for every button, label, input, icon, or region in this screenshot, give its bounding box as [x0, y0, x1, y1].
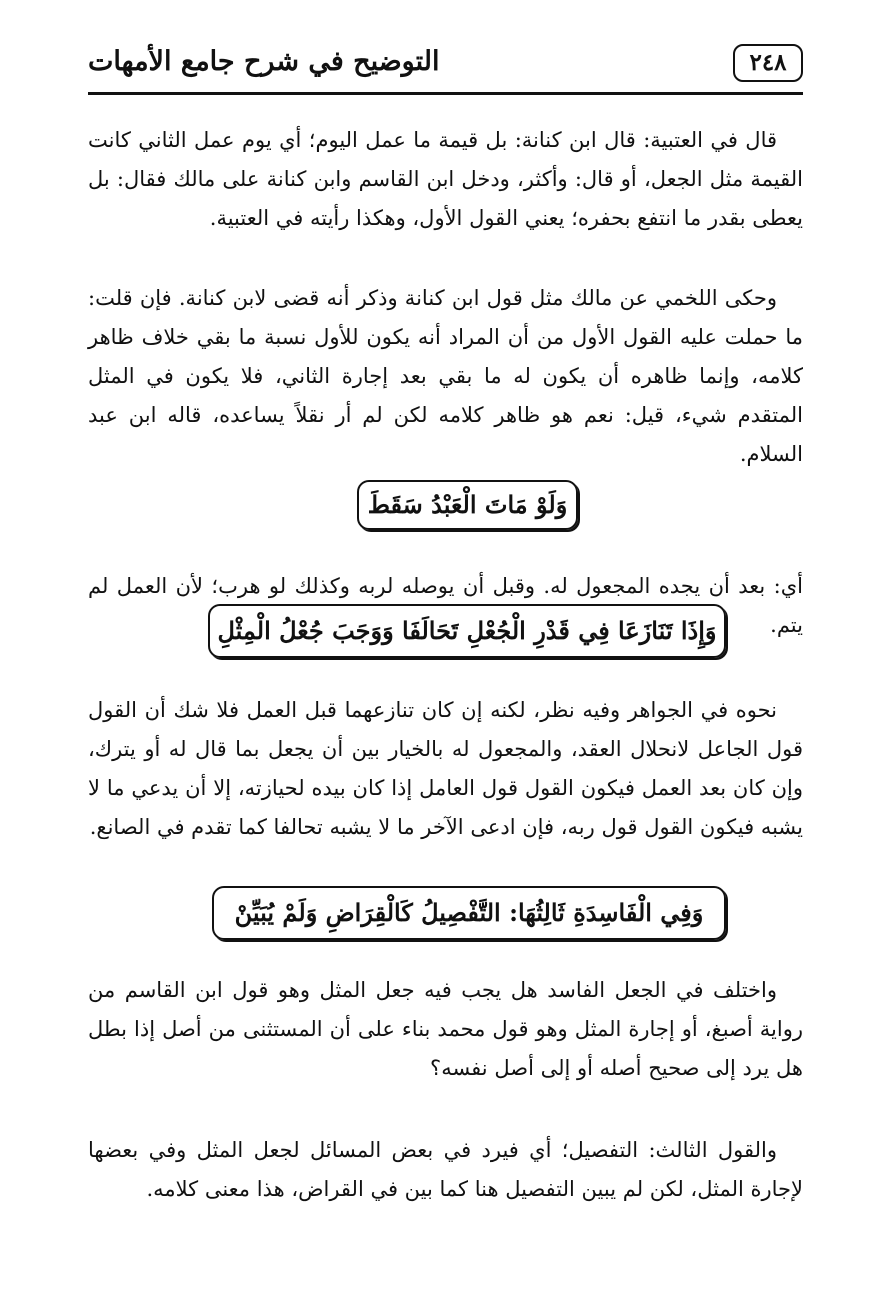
paragraph-2: وحكى اللخمي عن مالك مثل قول ابن كنانة وذكر أنه قضى لابن كنانة. فإن قلت: ما حملت عليه القول الأول من أن المراد أنه يكون للأول نسبة ما بقي خلاف ظاهر كلامه، وإنما ظاهره أن يكون له ما بقي بعد إجارة الثاني، فلا يكون في المثل المتقدم شيء، قيل: نعم هو ظاهر كلامه لكن لم أر نقلاً يساعده، قاله ابن عبد السلام.	[88, 286, 803, 466]
paragraph-5: واختلف في الجعل الفاسد هل يجب فيه جعل المثل وهو قول ابن القاسم من رواية أصبغ، أو إجارة المثل وهو قول محمد بناء على أن المستثنى من أصل إذا بطل هل يرد إلى صحيح أصله أو إلى أصل نفسه؟	[88, 978, 803, 1080]
paragraph-1: قال في العتبية: قال ابن كنانة: بل قيمة ما عمل اليوم؛ أي يوم عمل الثاني كانت القيمة مثل الجعل، أو قال: وأكثر، ودخل ابن القاسم وابن كنانة على مالك فقال: بل يعطى بقدر ما انتفع بحفره؛ يعني القول الأول، وهكذا رأيته في العتبية.	[88, 128, 803, 230]
matn-box-1	[357, 480, 578, 530]
header-divider	[88, 92, 803, 95]
page-number: ٢٤٨	[733, 44, 803, 82]
matn-box-3	[212, 886, 726, 940]
paragraph-3: أي: بعد أن يجده المجعول له. وقبل أن يوصله لربه وكذلك لو هرب؛ لأن العمل لم يتم.	[88, 574, 803, 637]
matn-text-3: وَفِي الْفَاسِدَةِ ثَالِثُهَا: التَّفْصِيلُ كَالْقِرَاضِ وَلَمْ يُبَيِّنْ	[234, 898, 704, 927]
paragraph-4: نحوه في الجواهر وفيه نظر، لكنه إن كان تنازعهما قبل العمل فلا شك أن القول قول الجاعل لانحلال العقد، والمجعول له بالخيار بين أن يجعل بما قال له أو يترك، وإن كان بعد العمل فيكون القول قول العامل إذا كان بيده لحيازته، إلا أن يدعي ما لا يشبه فيكون القول قول ربه، فإن ادعى الآخر ما لا يشبه تحالفا كما تقدم في الصانع.	[88, 698, 803, 839]
matn-text-2: وَإِذَا تَنَازَعَا فِي قَدْرِ الْجُعْلِ تَحَالَفَا وَوَجَبَ جُعْلُ الْمِثْلِ	[217, 616, 717, 645]
book-title: التوضيح في شرح جامع الأمهات	[88, 46, 440, 77]
paragraph-6: والقول الثالث: التفصيل؛ أي فيرد في بعض المسائل لجعل المثل وفي بعضها لإجارة المثل، لكن لم يبين التفصيل هنا كما بين في القراض، هذا معنى كلامه.	[88, 1138, 803, 1201]
matn-text-1: وَلَوْ مَاتَ الْعَبْدُ سَقَطَ	[367, 490, 568, 519]
running-header	[88, 40, 803, 98]
matn-box-2	[208, 604, 726, 658]
